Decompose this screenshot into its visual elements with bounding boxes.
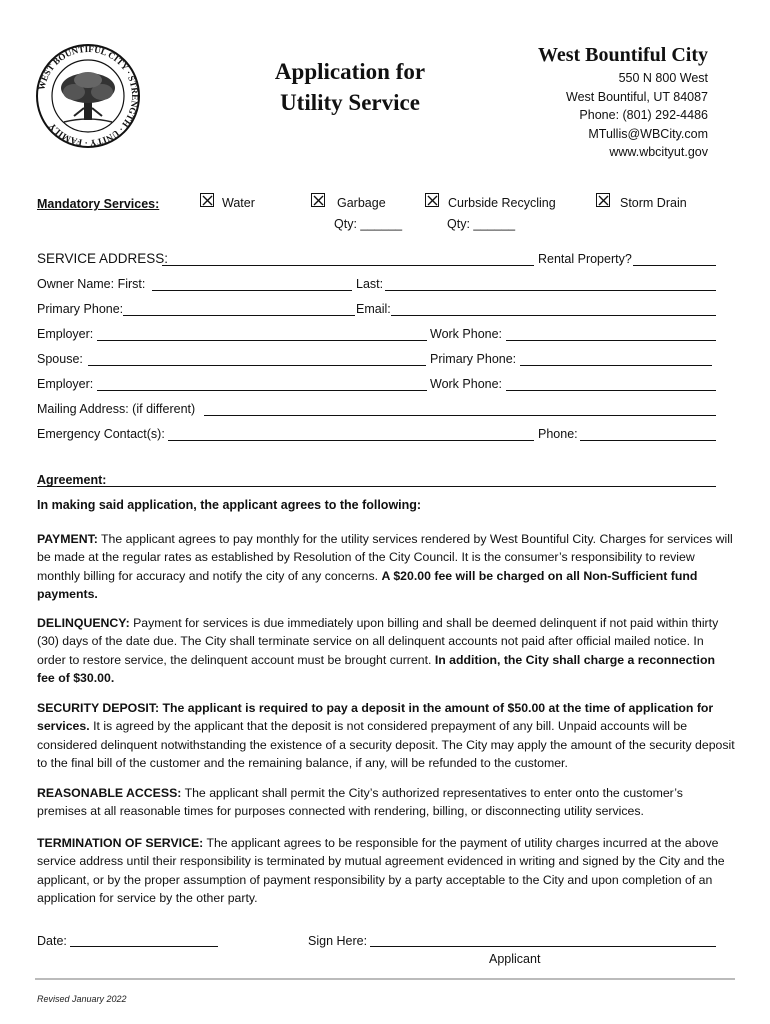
spouse-employer-field[interactable] <box>97 390 427 391</box>
agreement-intro: In making said application, the applicant agrees to the following: <box>37 498 422 512</box>
security-deposit-text: It is agreed by the applicant that the deposit is not considered prepayment of any bill. Unpaid accounts will be considered delinquent notwithstanding the existence of a security deposit. The City may apply the amount of the security deposit to the final bill of the customer and the remaining balance, if any, will be refunded to the customer. <box>37 719 735 770</box>
termination-text: The applicant agrees to be responsible for the payment of utility charges incurred at the above service address until their responsibility is terminated by mutual agreement evidenced in writing and signed by the City and the applicant, or by the proper assumption of payment responsibility by a party acceptable to the City and upon completion of an application for service by the other party. <box>37 836 725 905</box>
date-field[interactable] <box>70 946 218 947</box>
agreement-rule <box>37 486 716 487</box>
owner-first-field[interactable] <box>152 290 352 291</box>
address-line-1: 550 N 800 West <box>618 71 708 85</box>
primary-phone-label: Primary Phone: <box>37 302 124 316</box>
city-seal-logo <box>34 42 142 150</box>
checked-x-icon <box>597 194 611 208</box>
city-email: MTullis@WBCity.com <box>588 126 708 141</box>
security-deposit-paragraph <box>37 699 735 772</box>
city-contact-block <box>566 69 708 162</box>
reasonable-access-label: REASONABLE ACCESS: <box>37 786 182 800</box>
reasonable-access-paragraph <box>37 784 735 821</box>
service-address-field[interactable] <box>162 265 534 266</box>
owner-last-label: Last: <box>356 277 384 291</box>
applicant-caption: Applicant <box>489 952 541 966</box>
city-phone: Phone: (801) 292-4486 <box>579 108 708 122</box>
revision-date: Revised January 2022 <box>37 994 127 1004</box>
mailing-address-field[interactable] <box>204 415 716 416</box>
mandatory-services-label: Mandatory Services: <box>37 197 160 211</box>
signature-field[interactable] <box>370 946 716 947</box>
work-phone-field[interactable] <box>506 340 716 341</box>
delinquency-fee: In addition, the City shall charge a reconnection fee of $30.00. <box>37 652 715 685</box>
termination-label: TERMINATION OF SERVICE: <box>37 836 204 850</box>
recycling-checkbox[interactable] <box>425 193 439 207</box>
payment-paragraph <box>37 530 735 603</box>
work-phone-label: Work Phone: <box>430 327 503 341</box>
termination-paragraph <box>37 834 735 907</box>
spouse-label: Spouse: <box>37 352 83 366</box>
city-name: West Bountiful City <box>537 44 708 66</box>
rental-property-field[interactable] <box>633 265 716 266</box>
spouse-work-phone-field[interactable] <box>506 390 716 391</box>
checked-x-icon <box>201 194 215 208</box>
storm-drain-checkbox[interactable] <box>596 193 610 207</box>
emergency-contact-field[interactable] <box>168 440 534 441</box>
date-label: Date: <box>37 934 67 948</box>
garbage-label: Garbage <box>337 196 386 210</box>
emergency-contact-label: Emergency Contact(s): <box>37 427 165 441</box>
rental-property-label: Rental Property? <box>538 252 632 266</box>
employer-field[interactable] <box>97 340 427 341</box>
recycling-qty[interactable]: Qty: ______ <box>447 217 516 231</box>
garbage-qty[interactable]: Qty: ______ <box>334 217 403 231</box>
sign-here-label: Sign Here: <box>308 934 368 948</box>
delinquency-label: DELINQUENCY: <box>37 616 130 630</box>
delinquency-text: Payment for services is due immediately upon billing and shall be deemed delinquent if not paid within thirty (30) days of the date due. The City shall terminate service on all delinquent accounts not paid after official mailed notice. In order to restore service, the delinquent account must be brought current. <box>37 616 719 667</box>
title-line-1: Application for <box>274 59 426 84</box>
checked-x-icon <box>312 194 326 208</box>
owner-last-field[interactable] <box>385 290 716 291</box>
footer-rule <box>35 978 735 980</box>
owner-first-label: Owner Name: First: <box>37 277 146 291</box>
mailing-address-label: Mailing Address: (if different) <box>37 402 196 416</box>
payment-text: The applicant agrees to pay monthly for the utility services rendered by West Bountiful City. Charges for services will be made at the regular rates as established by Resolution of the City Council. It is the consumer’s responsibility to review monthly billing for accuracy and notify the city of any concerns. <box>37 532 733 583</box>
spouse-phone-label: Primary Phone: <box>430 352 517 366</box>
recycling-label: Curbside Recycling <box>448 196 556 210</box>
water-checkbox[interactable] <box>200 193 214 207</box>
service-address-label: SERVICE ADDRESS: <box>37 251 169 266</box>
emergency-phone-label: Phone: <box>538 427 578 441</box>
reasonable-access-text: The applicant shall permit the City’s authorized representatives to enter onto the customer’s premises at all reasonable times for purposes connected with rendering, billing, or disconnecting utility services. <box>37 786 683 819</box>
garbage-checkbox[interactable] <box>311 193 325 207</box>
spouse-field[interactable] <box>88 365 426 366</box>
document-title <box>240 56 460 118</box>
security-deposit-bold: SECURITY DEPOSIT: The applicant is required to pay a deposit in the amount of $50.00 at the time of application for services. <box>37 701 714 734</box>
spouse-phone-field[interactable] <box>520 365 712 366</box>
spouse-employer-label: Employer: <box>37 377 94 391</box>
address-line-2: West Bountiful, UT 84087 <box>566 89 708 104</box>
payment-label: PAYMENT: <box>37 532 98 546</box>
delinquency-paragraph <box>37 614 735 687</box>
title-line-2: Utility Service <box>280 90 420 115</box>
emergency-phone-field[interactable] <box>580 440 716 441</box>
city-website: www.wbcityut.gov <box>609 145 708 159</box>
checked-x-icon <box>426 194 440 208</box>
water-label: Water <box>222 196 255 210</box>
spouse-work-phone-label: Work Phone: <box>430 377 503 391</box>
employer-label: Employer: <box>37 327 94 341</box>
email-label: Email: <box>356 302 391 316</box>
storm-drain-label: Storm Drain <box>620 196 687 210</box>
seal-text: WEST BOUNTIFUL CITY · STRENGTH · UNITY · FAMILY <box>36 43 141 149</box>
primary-phone-field[interactable] <box>123 315 355 316</box>
agreement-heading: Agreement: <box>37 473 107 487</box>
payment-fee: A $20.00 fee will be charged on all Non-Sufficient fund payments. <box>37 568 698 601</box>
email-field[interactable] <box>391 315 716 316</box>
